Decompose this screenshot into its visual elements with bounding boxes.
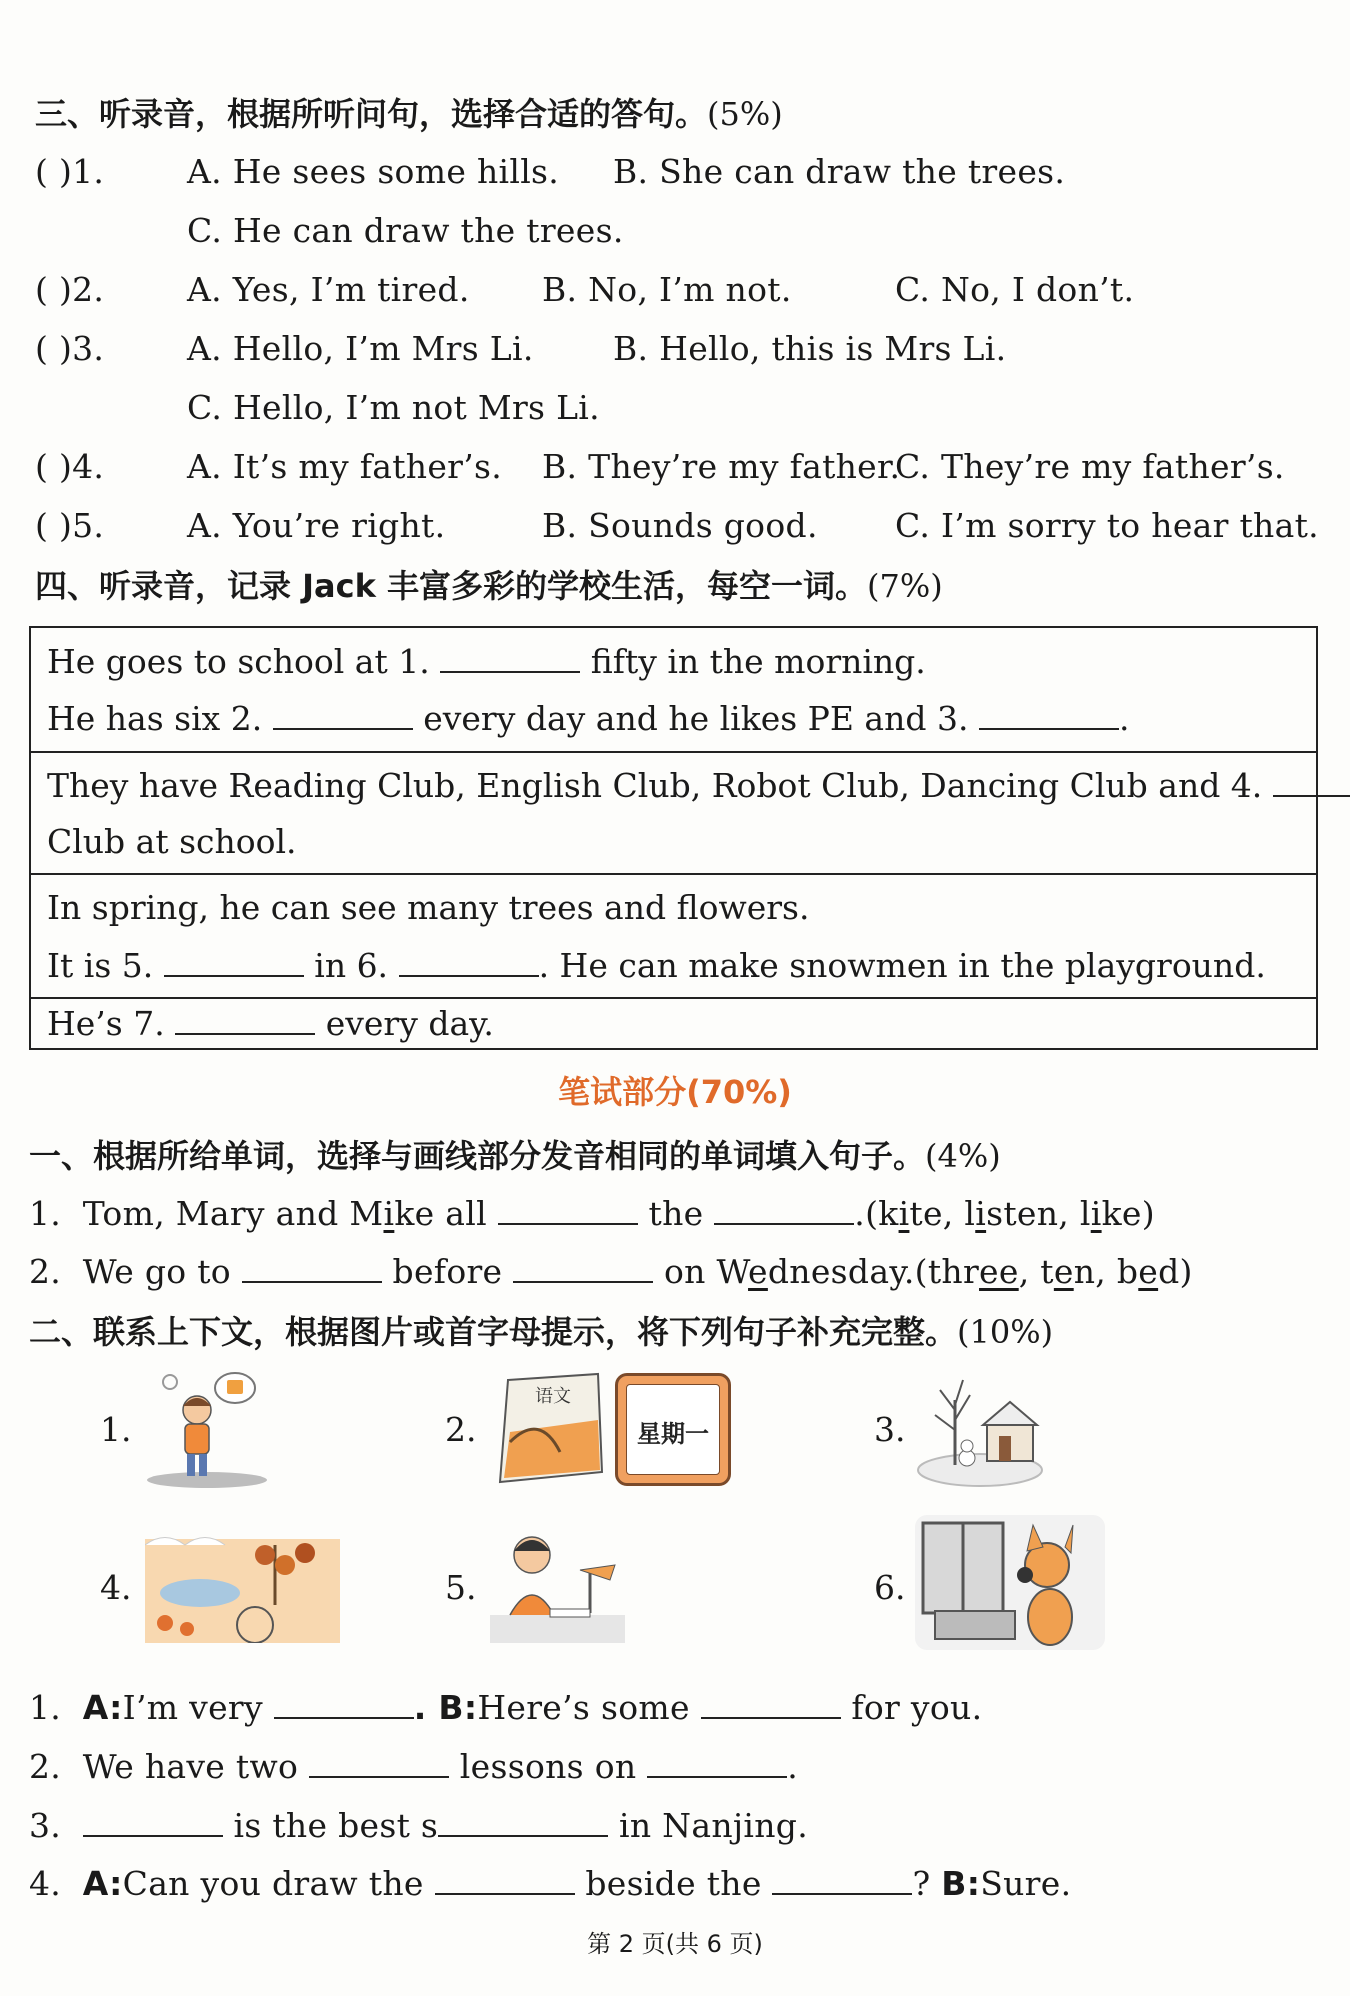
- q2-option-b: B. No, I’m not.: [542, 270, 792, 309]
- picture-number-5: 5.: [445, 1568, 477, 1607]
- hungry-boy-illustration: [145, 1370, 270, 1488]
- part2-blank-2[interactable]: [701, 1687, 841, 1719]
- picture-number-4: 4.: [100, 1568, 132, 1607]
- q4-option-c: C. They’re my father’s.: [895, 447, 1285, 486]
- table-row-2-line-2: Club at school.: [47, 822, 297, 861]
- q4-bracket[interactable]: ( )4.: [35, 447, 105, 486]
- part1-blank-1[interactable]: [498, 1193, 638, 1225]
- blank-5[interactable]: [164, 945, 304, 977]
- part2-blank-6[interactable]: [438, 1805, 608, 1837]
- q4-option-b: B. They’re my father.: [542, 447, 901, 486]
- part1-sentence-2: 2. We go to before on Wednesday.(three, ten, bed): [29, 1252, 1193, 1291]
- part2-sentence-2: 2. We have two lessons on .: [29, 1747, 799, 1786]
- q5-bracket[interactable]: ( )5.: [35, 506, 105, 545]
- q2-bracket[interactable]: ( )2.: [35, 270, 105, 309]
- table-divider: [31, 873, 1316, 875]
- blank-7[interactable]: [175, 1003, 315, 1035]
- jack-school-life-table: [29, 626, 1318, 1050]
- blank-4[interactable]: [1273, 765, 1350, 797]
- part1-blank-3[interactable]: [242, 1251, 382, 1283]
- table-row-1-line-2: He has six 2. every day and he likes PE and 3. .: [47, 699, 1130, 738]
- section4-heading: 四、听录音，记录 Jack 丰富多彩的学校生活，每空一词。(7%): [35, 567, 943, 605]
- part2-blank-7[interactable]: [435, 1863, 575, 1895]
- q1-option-b: B. She can draw the trees.: [613, 152, 1066, 191]
- calendar-day-text: 星期一: [637, 1420, 709, 1448]
- autumn-scene-illustration: [145, 1525, 340, 1643]
- calendar-illustration: [615, 1373, 731, 1486]
- part1-sentence-1: 1. Tom, Mary and Mike all the .(kite, listen, like): [29, 1194, 1155, 1233]
- part2-blank-3[interactable]: [309, 1746, 449, 1778]
- q1-option-c: C. He can draw the trees.: [187, 211, 624, 250]
- blank-3[interactable]: [979, 698, 1119, 730]
- table-divider: [31, 751, 1316, 753]
- table-divider: [31, 997, 1316, 999]
- book-title-text: 语文: [535, 1386, 571, 1407]
- q5-option-a: A. You’re right.: [187, 506, 446, 545]
- q3-option-a: A. Hello, I’m Mrs Li.: [187, 329, 534, 368]
- part2-sentence-3: 3. is the best s in Nanjing.: [29, 1806, 809, 1845]
- page-footer: 第 2 页(共 6 页): [587, 1930, 763, 1958]
- winter-house-illustration: [915, 1370, 1045, 1488]
- fox-phone-illustration: [915, 1515, 1105, 1650]
- part2-blank-4[interactable]: [647, 1746, 787, 1778]
- q1-bracket[interactable]: ( )1.: [35, 152, 105, 191]
- picture-number-2: 2.: [445, 1410, 477, 1449]
- picture-number-6: 6.: [874, 1568, 906, 1607]
- q2-option-a: A. Yes, I’m tired.: [187, 270, 470, 309]
- q5-option-c: C. I’m sorry to hear that.: [895, 506, 1319, 545]
- part2-blank-1[interactable]: [274, 1687, 414, 1719]
- part1-heading: 一、根据所给单词，选择与画线部分发音相同的单词填入句子。(4%): [29, 1137, 1001, 1175]
- q4-option-a: A. It’s my father’s.: [187, 447, 503, 486]
- chinese-book-illustration: [490, 1372, 605, 1487]
- q3-option-c: C. Hello, I’m not Mrs Li.: [187, 388, 600, 427]
- q1-option-a: A. He sees some hills.: [187, 152, 560, 191]
- table-row-4: He’s 7. every day.: [47, 1004, 494, 1043]
- q3-bracket[interactable]: ( )3.: [35, 329, 105, 368]
- picture-number-3: 3.: [874, 1410, 906, 1449]
- q3-option-b: B. Hello, this is Mrs Li.: [613, 329, 1007, 368]
- part2-sentence-4: 4. A:Can you draw the beside the ? B:Sure.: [29, 1864, 1072, 1903]
- part1-blank-4[interactable]: [513, 1251, 653, 1283]
- table-row-1-line-1: He goes to school at 1. fifty in the morning.: [47, 642, 926, 681]
- blank-1[interactable]: [440, 641, 580, 673]
- part2-sentence-1: 1. A:I’m very . B:Here’s some for you.: [29, 1688, 983, 1727]
- part2-blank-5[interactable]: [83, 1805, 223, 1837]
- table-row-3-line-2: It is 5. in 6. . He can make snowmen in the playground.: [47, 946, 1266, 985]
- boy-writing-illustration: [490, 1525, 625, 1643]
- blank-2[interactable]: [273, 698, 413, 730]
- blank-6[interactable]: [399, 945, 539, 977]
- part2-heading: 二、联系上下文，根据图片或首字母提示，将下列句子补充完整。(10%): [29, 1313, 1054, 1351]
- section3-heading: 三、听录音，根据所听问句，选择合适的答句。(5%): [35, 95, 783, 133]
- table-row-3-line-1: In spring, he can see many trees and flowers.: [47, 888, 810, 927]
- written-part-title: 笔试部分(70%): [558, 1073, 792, 1111]
- part1-blank-2[interactable]: [714, 1193, 854, 1225]
- q2-option-c: C. No, I don’t.: [895, 270, 1135, 309]
- picture-number-1: 1.: [100, 1410, 132, 1449]
- table-row-2-line-1: They have Reading Club, English Club, Robot Club, Dancing Club and 4.: [47, 764, 1350, 808]
- q5-option-b: B. Sounds good.: [542, 506, 818, 545]
- part2-blank-8[interactable]: [772, 1863, 912, 1895]
